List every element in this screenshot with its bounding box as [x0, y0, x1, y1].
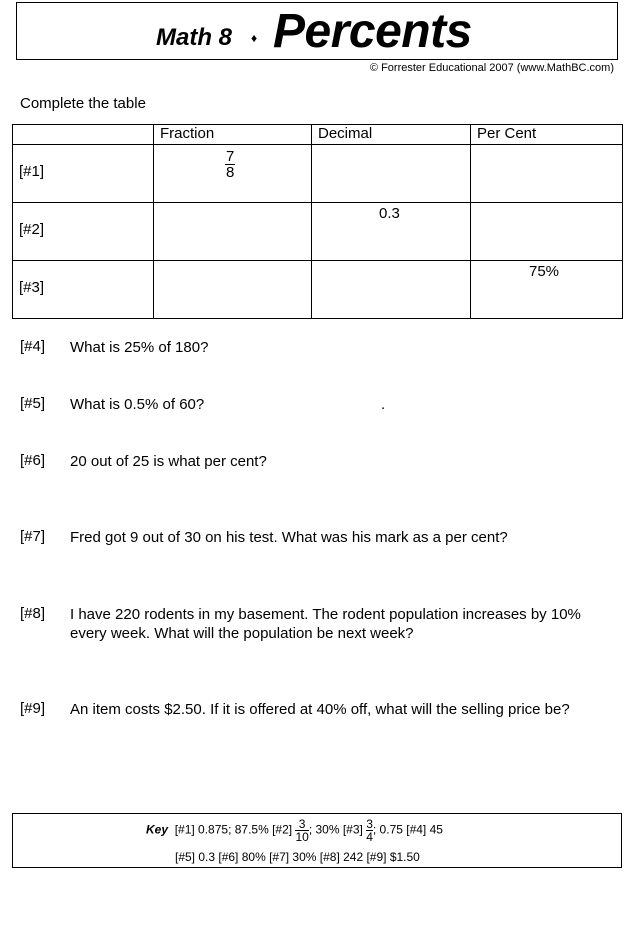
table-header-decimal: Decimal — [312, 125, 471, 145]
question-number: [#7] — [20, 528, 46, 545]
instructions: Complete the table — [20, 95, 146, 112]
decimal-cell[interactable] — [312, 261, 471, 319]
percent-cell[interactable] — [471, 145, 623, 203]
row-label: [#3] — [19, 279, 45, 296]
decimal-cell[interactable] — [312, 145, 471, 203]
table-header-blank — [13, 125, 154, 145]
table-header-percent: Per Cent — [471, 125, 623, 145]
answer-key-line-1 — [146, 818, 443, 843]
question-number: [#8] — [20, 605, 46, 622]
answer-key-fraction — [295, 818, 308, 843]
fraction-numerator: 3 — [298, 817, 306, 831]
answer-key-fraction — [366, 818, 373, 843]
fraction-denominator: 10 — [295, 830, 309, 844]
fraction-value — [225, 149, 235, 180]
question-text: 20 out of 25 is what per cent? — [70, 453, 267, 470]
question-text: I have 220 rodents in my basement. The rodent population increases by 10% every week. What will the population be next week? — [70, 606, 581, 642]
page-title: Percents — [273, 5, 472, 58]
question-number: [#9] — [20, 700, 46, 717]
row-label-cell — [13, 203, 154, 261]
table-row — [13, 261, 623, 319]
fraction-cell[interactable] — [154, 203, 312, 261]
fraction-cell[interactable] — [154, 261, 312, 319]
fraction-cell[interactable] — [154, 145, 312, 203]
course-label: Math 8 — [156, 24, 233, 51]
question-number: [#4] — [20, 338, 46, 355]
question-text: What is 0.5% of 60? — [70, 396, 205, 413]
fraction-numerator: 7 — [226, 148, 235, 165]
decimal-value: 0.3 — [379, 205, 400, 222]
row-label-cell — [13, 261, 154, 319]
percent-table — [12, 124, 623, 319]
question-text: An item costs $2.50. If it is offered at 40% off, what will the selling price be? — [70, 701, 570, 718]
row-label: [#2] — [19, 221, 45, 238]
fraction-denominator: 4 — [366, 830, 373, 844]
question-number: [#5] — [20, 395, 46, 412]
percent-cell[interactable] — [471, 261, 623, 319]
table-header-fraction: Fraction — [154, 125, 312, 145]
stray-mark: . — [381, 396, 386, 413]
answer-key-line-2: [#5] 0.3 [#6] 80% [#7] 30% [#8] 242 [#9] $1.50 — [175, 850, 420, 864]
decimal-cell[interactable] — [312, 203, 471, 261]
answer-key — [12, 813, 622, 868]
answer-key-label: Key — [146, 822, 169, 837]
diamond-icon: ♦ — [251, 31, 258, 45]
table-row — [13, 145, 623, 203]
percent-value: 75% — [529, 263, 560, 280]
table-header-row — [13, 125, 623, 145]
question-number: [#6] — [20, 452, 46, 469]
percent-cell[interactable] — [471, 203, 623, 261]
question-text: What is 25% of 180? — [70, 339, 209, 356]
answer-key-text: ; 30% [#3] — [308, 822, 363, 837]
row-label-cell — [13, 145, 154, 203]
table-row — [13, 203, 623, 261]
fraction-numerator: 3 — [366, 817, 373, 831]
copyright-notice: © Forrester Educational 2007 (www.MathBC.com) — [369, 62, 614, 74]
answer-key-text: [#1] 0.875; 87.5% [#2] — [174, 822, 293, 837]
question-text: Fred got 9 out of 30 on his test. What was his mark as a per cent? — [70, 529, 508, 546]
fraction-denominator: 8 — [226, 164, 235, 181]
row-label: [#1] — [19, 163, 45, 180]
answer-key-text: ; 0.75 [#4] 45 — [372, 822, 443, 837]
